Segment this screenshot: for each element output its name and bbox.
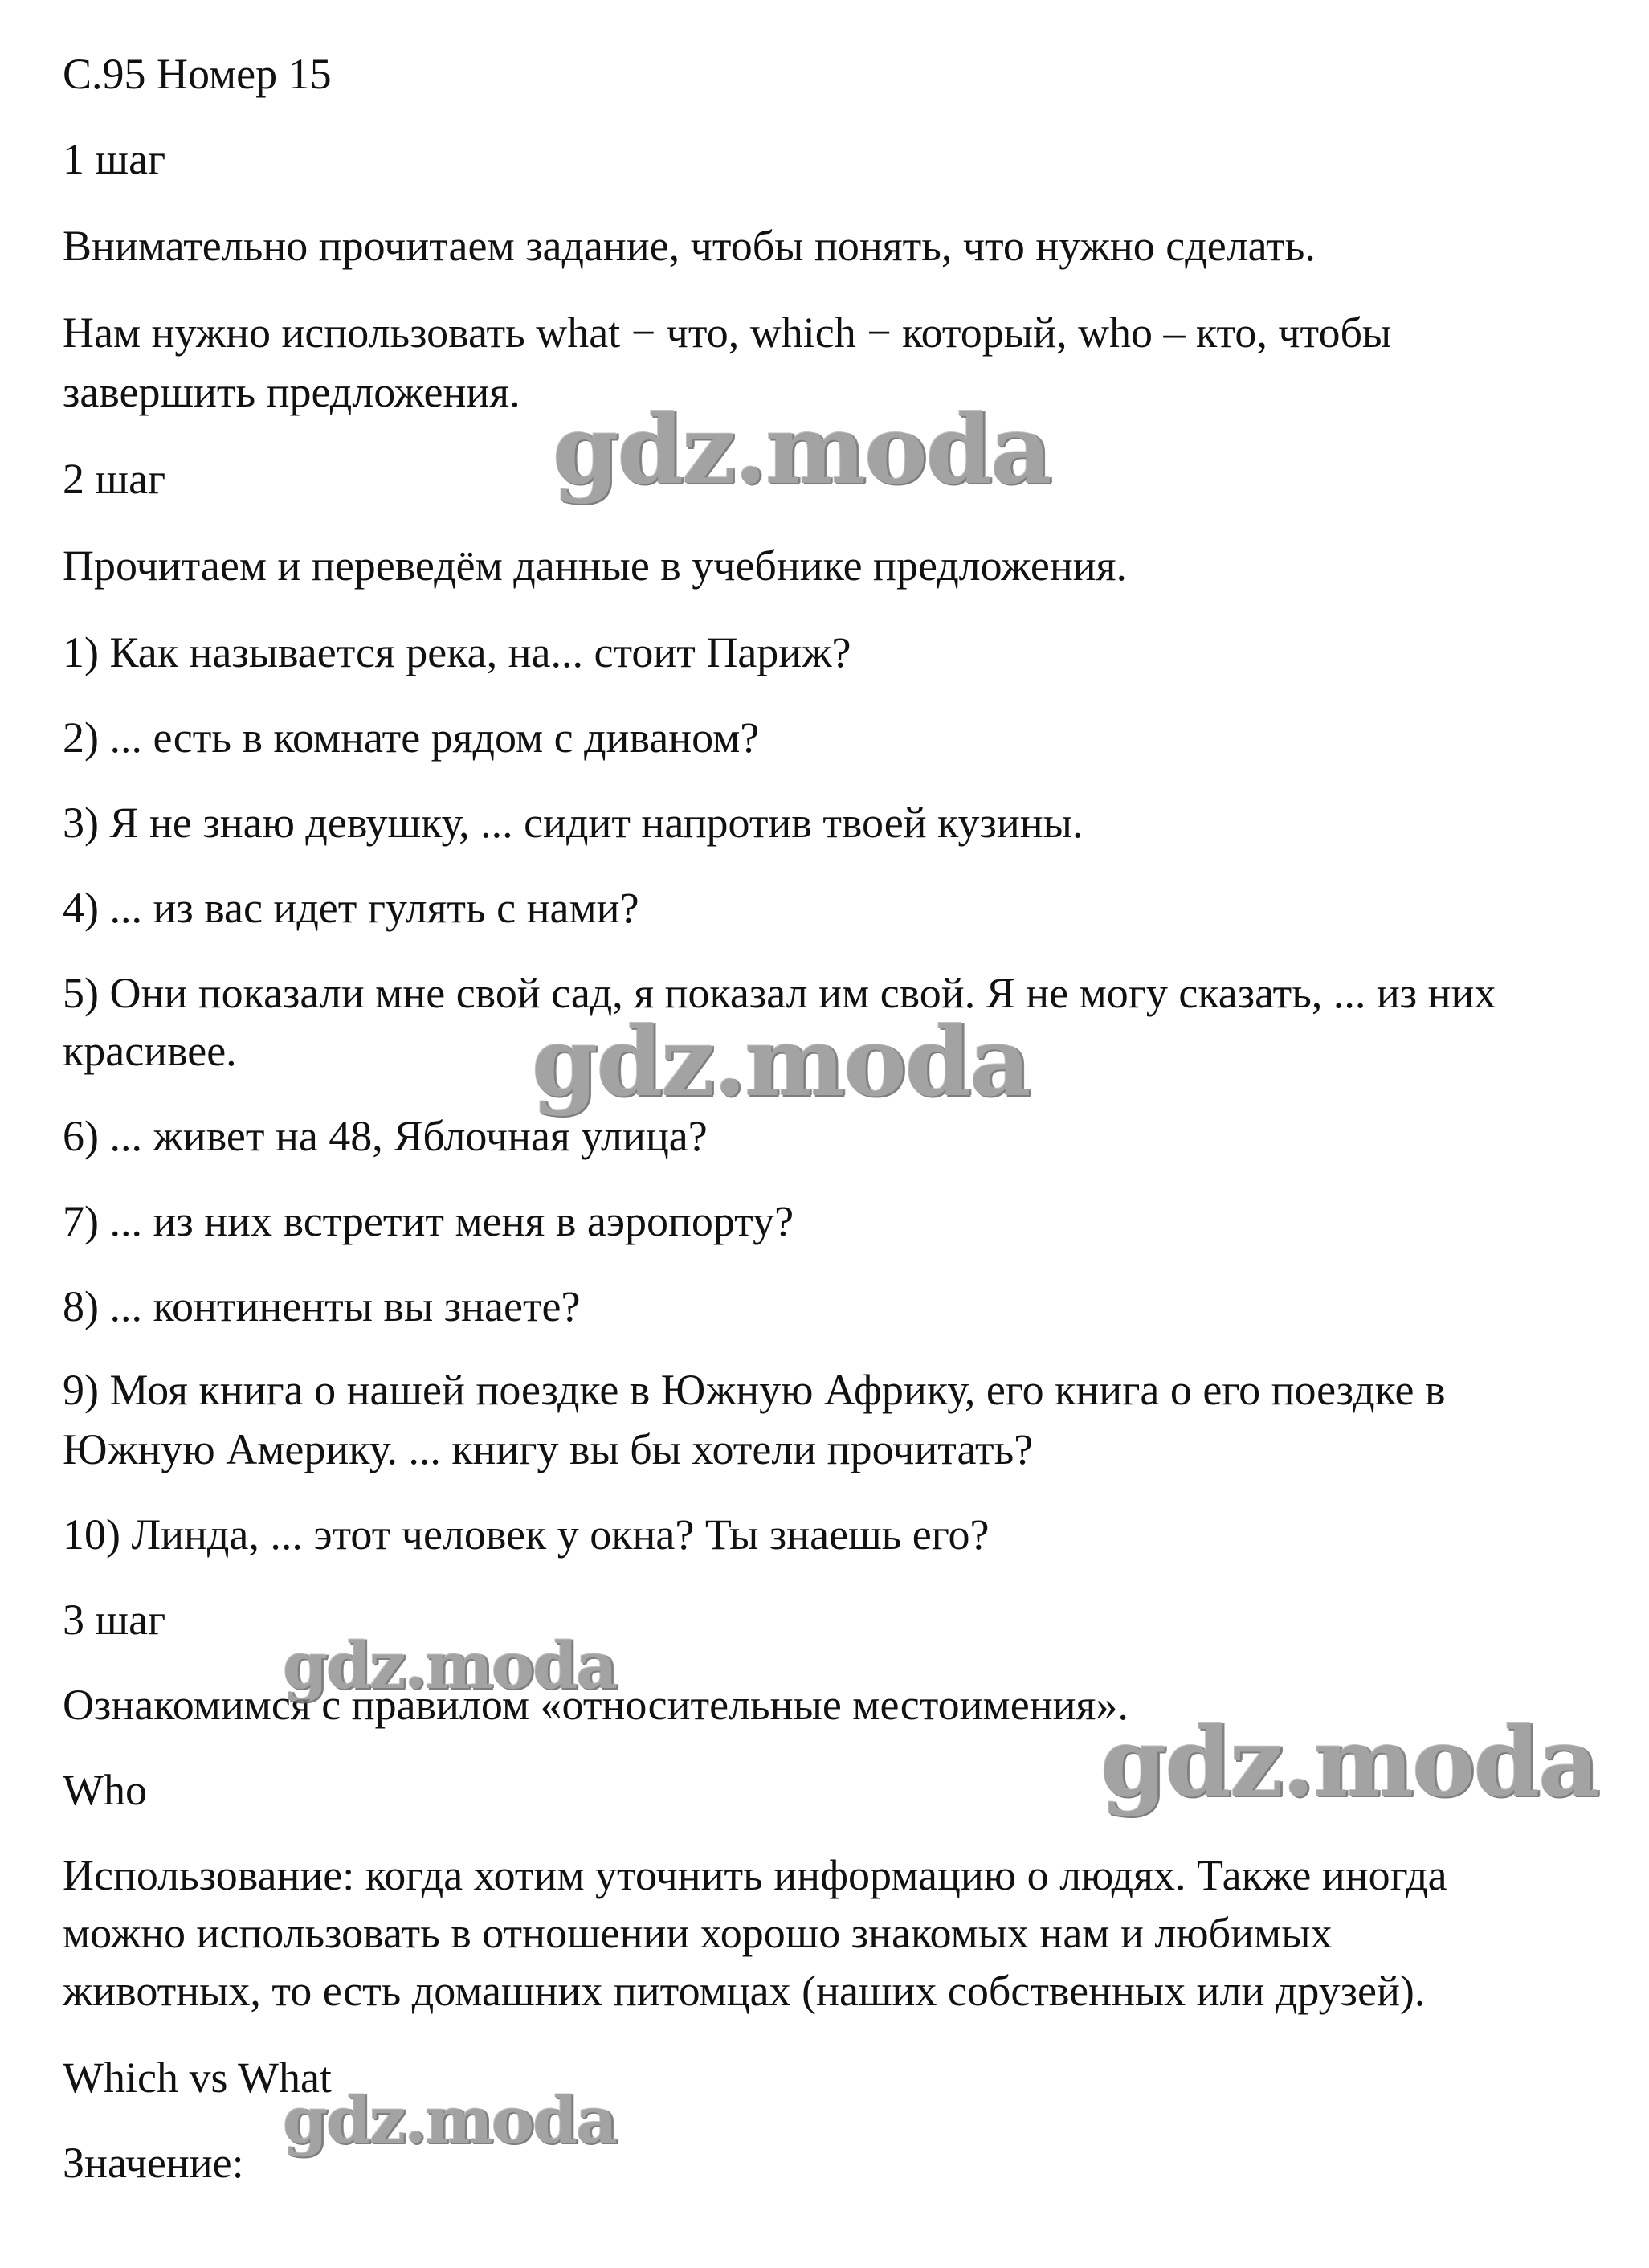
step-1-title: 1 шаг xyxy=(63,135,166,183)
which-what-heading: Which vs What xyxy=(63,2053,332,2102)
watermark-3: gdz.moda xyxy=(283,1628,616,1703)
who-usage: Использование: когда хотим уточнить информацию о людях. Также иногда xyxy=(63,1851,1447,1899)
step-2-intro: Прочитаем и переведём данные в учебнике предложения. xyxy=(63,541,1127,590)
meaning-label: Значение: xyxy=(63,2139,244,2187)
step-3-intro: Ознакомимся с правилом «относительные местоимения». xyxy=(63,1681,1129,1729)
sentence-9: 9) Моя книга о нашей поездке в Южную Африку, его книга о его поездке в xyxy=(63,1366,1446,1414)
sentence-10: 10) Линда, ... этот человек у окна? Ты знаешь его? xyxy=(63,1510,990,1559)
sentence-5-cont: красивее. xyxy=(63,1027,237,1075)
sentence-5: 5) Они показали мне свой сад, я показал им свой. Я не могу сказать, ... из них xyxy=(63,969,1496,1017)
step-3-title: 3 шаг xyxy=(63,1596,166,1644)
who-usage-cont-1: можно использовать в отношении хорошо знакомых нам и любимых xyxy=(63,1909,1333,1957)
step-1-text-2-cont: завершить предложения. xyxy=(63,368,520,416)
sentence-8: 8) ... континенты вы знаете? xyxy=(63,1282,581,1330)
watermark-4: gdz.moda xyxy=(1100,1706,1598,1818)
who-usage-cont-2: животных, то есть домашних питомцах (наших собственных или друзей). xyxy=(63,1967,1426,2015)
watermark-5: gdz.moda xyxy=(283,2082,616,2158)
sentence-6: 6) ... живет на 48, Яблочная улица? xyxy=(63,1112,708,1160)
sentence-1: 1) Как называется река, на... стоит Париж? xyxy=(63,628,851,676)
watermark-1: gdz.moda xyxy=(553,394,1051,505)
sentence-7: 7) ... из них встретит меня в аэропорту? xyxy=(63,1197,794,1245)
sentence-9-cont: Южную Америку. ... книгу вы бы хотели прочитать? xyxy=(63,1425,1034,1473)
step-2-title: 2 шаг xyxy=(63,455,166,503)
watermark-2: gdz.moda xyxy=(532,1006,1030,1118)
who-heading: Who xyxy=(63,1766,147,1814)
sentence-2: 2) ... есть в комнате рядом с диваном? xyxy=(63,713,760,762)
step-1-text: Внимательно прочитаем задание, чтобы понять, что нужно сделать. xyxy=(63,222,1316,270)
sentence-4: 4) ... из вас идет гулять с нами? xyxy=(63,884,639,932)
step-1-text-2: Нам нужно использовать what − что, which − который, who – кто, чтобы xyxy=(63,309,1392,357)
sentence-3: 3) Я не знаю девушку, ... сидит напротив твоей кузины. xyxy=(63,799,1084,847)
page-header: С.95 Номер 15 xyxy=(63,50,332,98)
